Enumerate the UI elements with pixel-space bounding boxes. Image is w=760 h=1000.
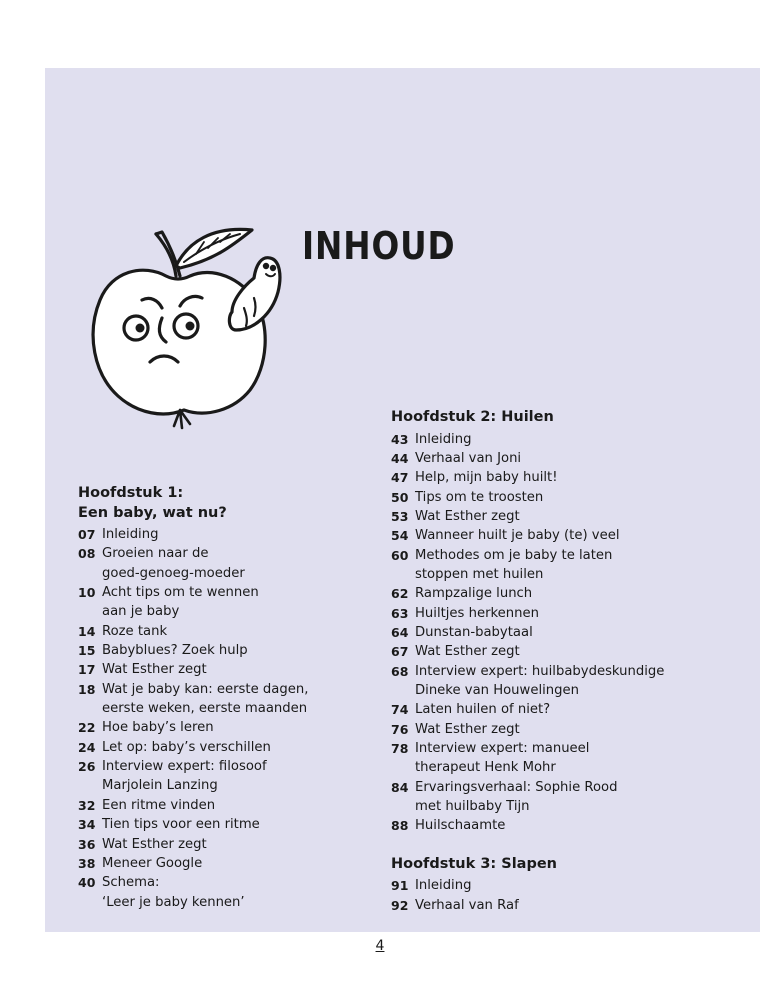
chapter-title-line: Hoofdstuk 1: bbox=[78, 485, 184, 501]
toc-entry[interactable] bbox=[78, 525, 378, 544]
toc-entry-title: Schema: bbox=[102, 875, 160, 891]
toc-entry-title: Inleiding bbox=[102, 527, 159, 542]
chapter-title bbox=[78, 484, 378, 523]
toc-entry-title: Interview expert: filosoof bbox=[102, 759, 267, 775]
toc-entry-title: Methodes om je baby te laten bbox=[415, 547, 613, 563]
chapter-title-line: Een baby, wat nu? bbox=[78, 504, 227, 521]
toc-page-number: 88 bbox=[391, 818, 409, 834]
toc-entry[interactable] bbox=[391, 700, 721, 719]
toc-entry-title: Rampzalige lunch bbox=[415, 586, 533, 602]
toc-entry-title: Babyblues? Zoek hulp bbox=[102, 643, 248, 659]
chapter-block bbox=[78, 484, 378, 912]
toc-entry-title: Een ritme vinden bbox=[102, 797, 216, 813]
toc-page-number: 92 bbox=[391, 897, 409, 913]
toc-entry-title: Verhaal van Raf bbox=[415, 897, 519, 913]
toc-entry-title: Tien tips voor een ritme bbox=[102, 817, 260, 833]
toc-entry[interactable] bbox=[391, 642, 721, 661]
toc-entry[interactable] bbox=[391, 778, 721, 817]
toc-entry[interactable] bbox=[391, 430, 721, 449]
toc-entry[interactable] bbox=[78, 622, 378, 641]
toc-entry-title: Wat Esther zegt bbox=[102, 836, 207, 852]
toc-page-number: 68 bbox=[391, 663, 409, 679]
toc-entry-title: Hoe baby’s leren bbox=[102, 720, 214, 736]
toc-page-number: 44 bbox=[391, 450, 409, 466]
toc-entry-title: goed-genoeg-moeder bbox=[102, 565, 245, 581]
toc-entry-title: eerste weken, eerste maanden bbox=[102, 701, 308, 717]
toc-page-number: 24 bbox=[78, 739, 96, 755]
toc-page-number: 60 bbox=[391, 547, 409, 563]
toc-column-left bbox=[78, 484, 378, 912]
toc-entry-title: ‘Leer je baby kennen’ bbox=[102, 894, 245, 910]
toc-page-number: 67 bbox=[391, 644, 409, 660]
toc-page-number: 17 bbox=[78, 662, 96, 678]
toc-entry-title: Laten huilen of niet? bbox=[415, 702, 551, 718]
toc-entry[interactable] bbox=[78, 757, 378, 796]
toc-entry-title: Tips om te troosten bbox=[415, 489, 544, 505]
toc-column-right bbox=[391, 408, 721, 915]
toc-entry-title: Dunstan-babytaal bbox=[415, 624, 533, 640]
toc-page-number: 07 bbox=[78, 527, 96, 542]
toc-entry-title: aan je baby bbox=[102, 604, 180, 620]
toc-entry-title: Wat Esther zegt bbox=[102, 662, 207, 678]
toc-entry-title: met huilbaby Tijn bbox=[415, 799, 530, 815]
toc-entry-title: Wat Esther zegt bbox=[415, 508, 520, 524]
toc-entry[interactable] bbox=[78, 835, 378, 854]
toc-entry[interactable] bbox=[78, 815, 378, 834]
toc-page-number: 40 bbox=[78, 875, 96, 891]
toc-page-number: 34 bbox=[78, 817, 96, 833]
toc-entry[interactable] bbox=[78, 796, 378, 815]
toc-page-number: 63 bbox=[391, 605, 409, 621]
chapter-title-line: Hoofdstuk 3: Slapen bbox=[391, 855, 557, 872]
toc-entry[interactable] bbox=[78, 583, 378, 622]
toc-page-number: 64 bbox=[391, 624, 409, 640]
toc-page-number: 38 bbox=[78, 855, 96, 871]
toc-entry[interactable] bbox=[391, 816, 721, 835]
toc-entry-title: Inleiding bbox=[415, 431, 472, 447]
toc-page-number: 18 bbox=[78, 681, 96, 697]
toc-entry[interactable] bbox=[391, 488, 721, 507]
toc-page-number: 43 bbox=[391, 431, 409, 447]
toc-page-number: 50 bbox=[391, 489, 409, 505]
toc-entry-title: Dineke van Houwelingen bbox=[415, 682, 579, 698]
toc-entry[interactable] bbox=[391, 604, 721, 623]
toc-entry[interactable] bbox=[391, 546, 721, 585]
toc-page-number: 08 bbox=[78, 546, 96, 562]
chapter-spacer bbox=[391, 836, 721, 855]
toc-page-number: 22 bbox=[78, 720, 96, 736]
toc-entry[interactable] bbox=[78, 544, 378, 583]
toc-page-number: 76 bbox=[391, 721, 409, 737]
toc-page-number: 78 bbox=[391, 741, 409, 756]
toc-entry[interactable] bbox=[391, 896, 721, 915]
page-number: 4 bbox=[375, 938, 385, 954]
chapter-title bbox=[391, 855, 721, 875]
toc-entry-title: Help, mijn baby huilt! bbox=[415, 470, 558, 486]
toc-entry[interactable] bbox=[391, 623, 721, 642]
toc-entry-title: Inleiding bbox=[415, 878, 472, 894]
toc-entry[interactable] bbox=[391, 876, 721, 895]
toc-entry-title: Wat Esther zegt bbox=[415, 721, 520, 737]
toc-page-number: 47 bbox=[391, 470, 409, 486]
toc-entry[interactable] bbox=[391, 720, 721, 739]
toc-entry[interactable] bbox=[78, 854, 378, 873]
toc-entry[interactable] bbox=[391, 507, 721, 526]
toc-entry-title: Roze tank bbox=[102, 623, 168, 639]
toc-entry[interactable] bbox=[391, 584, 721, 603]
toc-entry-title: Verhaal van Joni bbox=[415, 450, 522, 466]
chapter-title bbox=[391, 408, 721, 428]
toc-entry-title: Wat Esther zegt bbox=[415, 644, 520, 660]
toc-entry[interactable] bbox=[78, 873, 378, 912]
toc-entry-title: Meneer Google bbox=[102, 855, 203, 871]
toc-page-number: 32 bbox=[78, 797, 96, 813]
toc-entry[interactable] bbox=[78, 718, 378, 737]
toc-entry[interactable] bbox=[391, 739, 721, 778]
chapter-block bbox=[391, 855, 721, 915]
toc-page-number: 36 bbox=[78, 836, 96, 852]
toc-entry-title: stoppen met huilen bbox=[415, 566, 544, 582]
toc-entry[interactable] bbox=[391, 526, 721, 545]
toc-entry-title: Interview expert: manueel bbox=[415, 741, 590, 756]
toc-page-number: 54 bbox=[391, 528, 409, 544]
toc-entry-title: Wat je baby kan: eerste dagen, bbox=[102, 681, 309, 697]
toc-entry-title: Huilschaamte bbox=[415, 818, 506, 834]
toc-entry-title: Let op: baby’s verschillen bbox=[102, 739, 271, 755]
apple-worm-illustration-icon bbox=[84, 214, 294, 436]
toc-page-number: 15 bbox=[78, 643, 96, 659]
toc-entry[interactable] bbox=[78, 738, 378, 757]
toc-entry-title: Acht tips om te wennen bbox=[102, 585, 259, 601]
toc-entry-title: Interview expert: huilbabydeskundige bbox=[415, 663, 665, 679]
chapter-block bbox=[391, 408, 721, 836]
toc-page-number: 91 bbox=[391, 878, 409, 894]
page-title: INHOUD bbox=[302, 224, 456, 268]
toc-entry-title: Huiltjes herkennen bbox=[415, 605, 539, 621]
toc-entry[interactable] bbox=[78, 680, 378, 719]
toc-entry[interactable] bbox=[78, 660, 378, 679]
toc-entry-title: Wanneer huilt je baby (te) veel bbox=[415, 528, 620, 544]
toc-entry[interactable] bbox=[391, 449, 721, 468]
toc-entry-title: Ervaringsverhaal: Sophie Rood bbox=[415, 779, 618, 795]
toc-page-number: 14 bbox=[78, 623, 96, 639]
toc-entry[interactable] bbox=[391, 662, 721, 701]
toc-entry[interactable] bbox=[78, 641, 378, 660]
toc-entry-title: therapeut Henk Mohr bbox=[415, 760, 556, 776]
toc-page-number: 84 bbox=[391, 779, 409, 795]
toc-page-number: 62 bbox=[391, 586, 409, 602]
toc-entry-title: Groeien naar de bbox=[102, 546, 209, 562]
toc-page-number: 26 bbox=[78, 759, 96, 775]
chapter-title-line: Hoofdstuk 2: Huilen bbox=[391, 409, 554, 425]
toc-page-number: 10 bbox=[78, 585, 96, 601]
toc-page-number: 53 bbox=[391, 508, 409, 524]
toc-page-number: 74 bbox=[391, 702, 409, 718]
toc-entry-title: Marjolein Lanzing bbox=[102, 778, 218, 794]
toc-entry[interactable] bbox=[391, 468, 721, 487]
